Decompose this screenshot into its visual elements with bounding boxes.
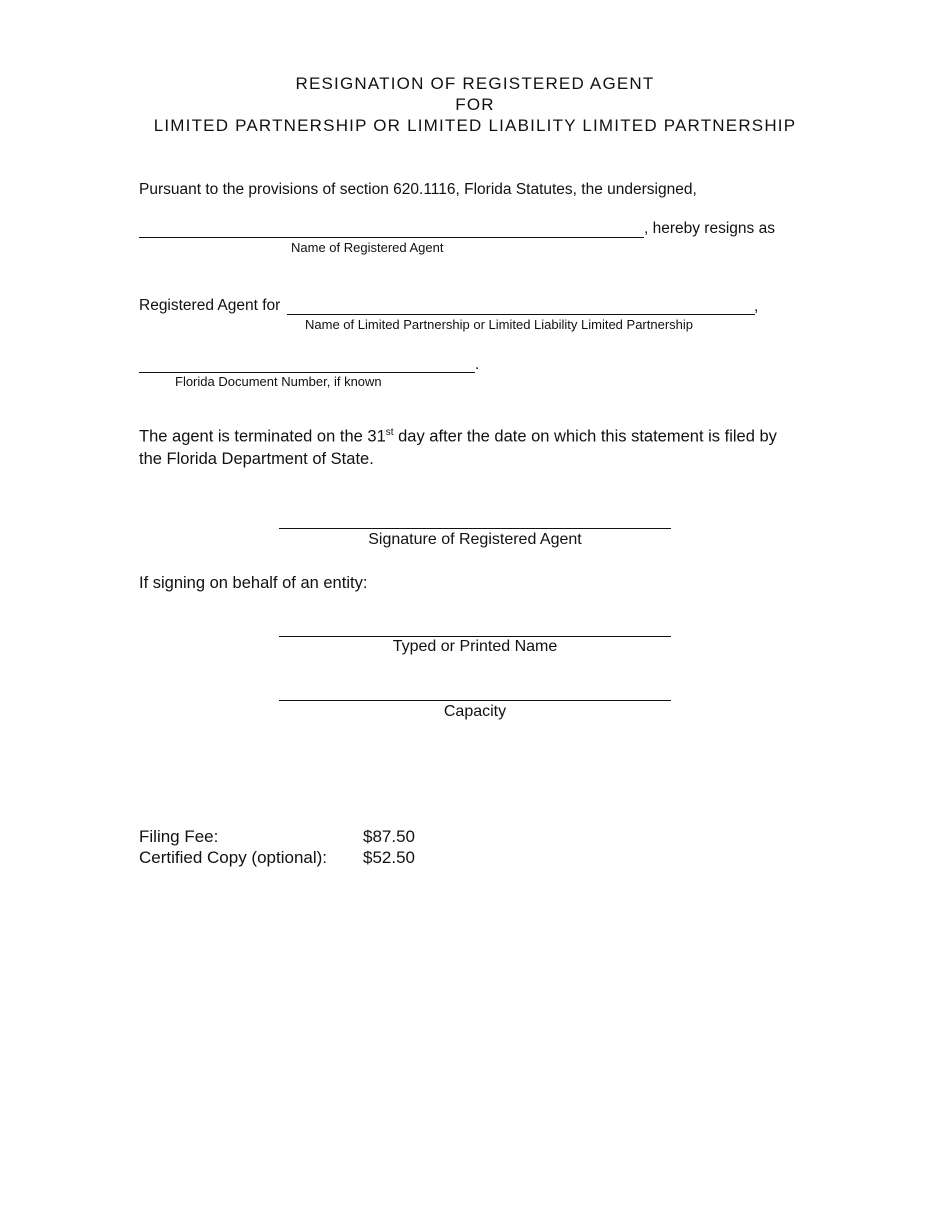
agent-name-label: Name of Registered Agent [291,240,444,255]
certified-copy-value: $52.50 [363,848,415,867]
statute-statement: Pursuant to the provisions of section 620.1116, Florida Statutes, the undersigned, [139,181,697,198]
capacity-field[interactable] [279,700,671,701]
form-title-line2: FOR [455,95,495,114]
termination-line1 [139,427,777,447]
document-number-field[interactable] [139,372,475,373]
signature-label: Signature of Registered Agent [368,531,582,548]
typed-name-label: Typed or Printed Name [392,638,558,655]
registered-agent-for-label: Registered Agent for [139,297,281,314]
ordinal-suffix: st [385,427,394,438]
partnership-name-label: Name of Limited Partnership or Limited Liability Limited Partnership [305,317,694,332]
capacity-label: Capacity [443,703,507,720]
filing-fee-label: Filing Fee: [139,827,219,846]
document-number-label: Florida Document Number, if known [175,374,382,389]
signature-field[interactable] [279,528,671,529]
entity-prompt: If signing on behalf of an entity: [139,574,368,592]
termination-text-before: The agent is terminated on the 31 [139,427,386,446]
resigns-suffix: , hereby resigns as [644,220,775,237]
filing-fee-value: $87.50 [363,827,415,846]
termination-line2: the Florida Department of State. [139,450,374,468]
termination-text-after: day after the date on which this statement is filed by [393,427,777,446]
period: . [475,356,480,373]
typed-name-field[interactable] [279,636,671,637]
comma: , [754,298,759,315]
certified-copy-label: Certified Copy (optional): [139,848,328,867]
form-title-line1: RESIGNATION OF REGISTERED AGENT [295,74,655,93]
agent-name-field[interactable] [139,237,644,238]
form-title-line3: LIMITED PARTNERSHIP OR LIMITED LIABILITY LIMITED PARTNERSHIP [153,116,797,135]
partnership-name-field[interactable] [287,314,755,315]
